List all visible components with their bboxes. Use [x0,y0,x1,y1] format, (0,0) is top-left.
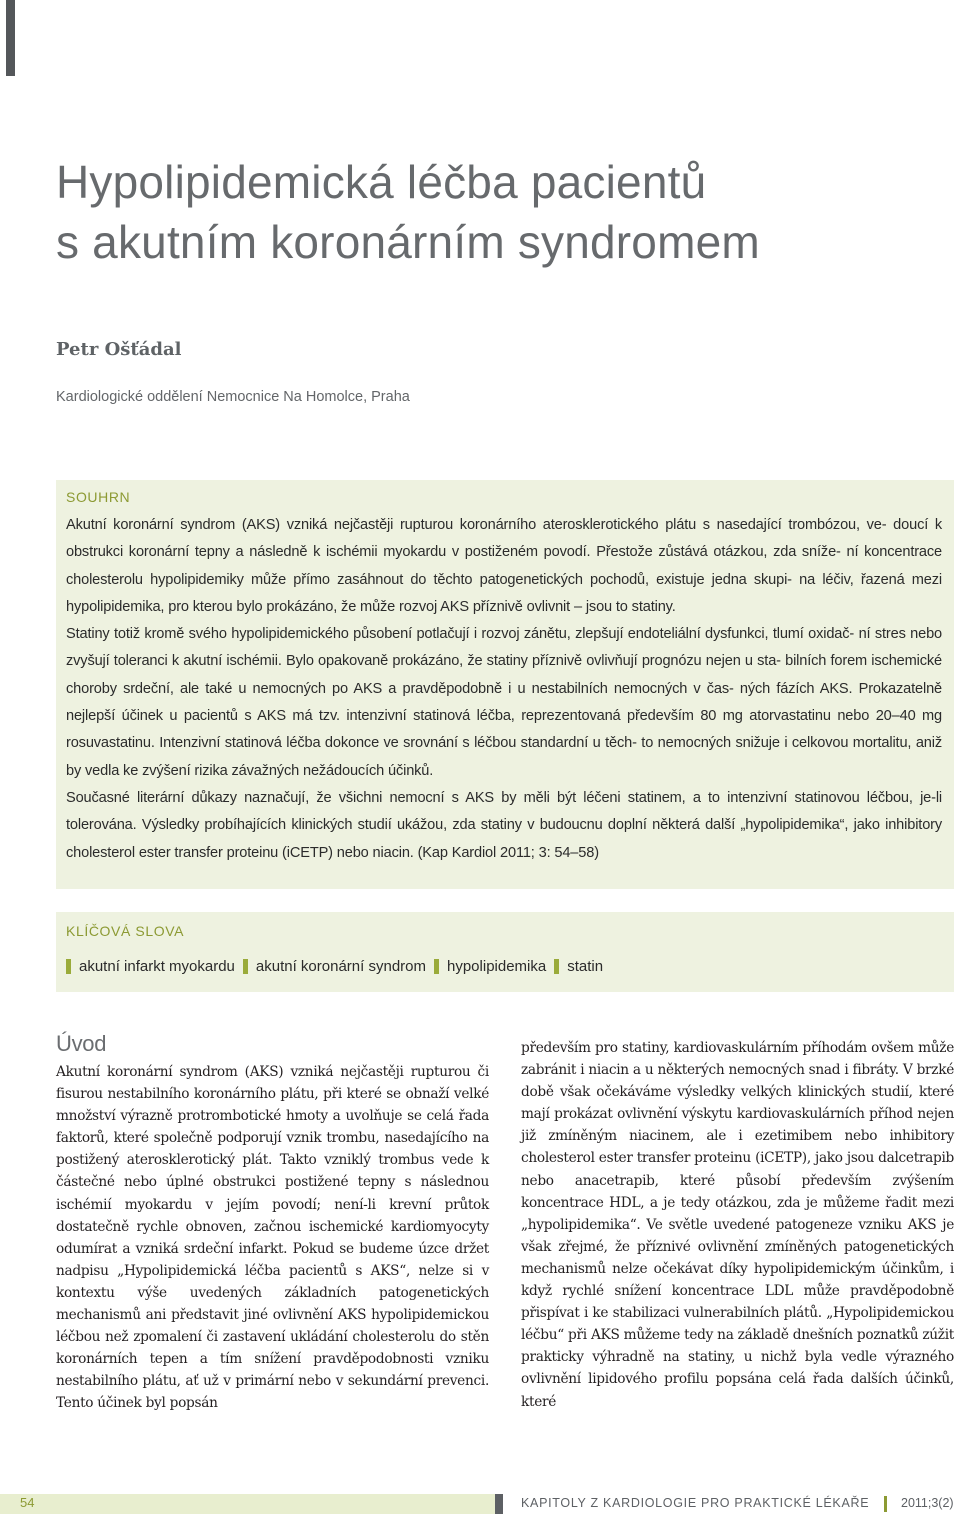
page-footer [0,1494,960,1514]
summary-line: na léčiv, řazená mezi hypolipidemika, pro kterou bylo prokázáno, že může rozvoj AKS příznivě ovlivnit – jsou to statiny. [66,571,943,615]
page-number: 54 [20,1495,35,1510]
keyword-text: hypolipidemika [447,958,547,975]
summary-line: je-li tolerována. Výsledky probíhajících klinických studií ukážou, zda statiny v budoucnu doplní některá další „hypolipidemika“, [66,789,943,834]
keyword-text: akutní infarkt myokardu [79,958,235,975]
journal-name: KAPITOLY Z KARDIOLOGIE PRO PRAKTICKÉ LÉKAŘE [521,1496,870,1510]
keyword-item [554,958,603,975]
author-affiliation: Kardiologické oddělení Nemocnice Na Homolce, Praha [56,389,410,405]
keywords-box [56,912,954,992]
keyword-bullet-icon [434,959,439,974]
section-heading-intro: Úvod [56,1031,107,1056]
keyword-item [66,958,235,975]
intro-paragraph-left: Akutní koronární syndrom (AKS) vzniká nejčastěji rupturou či fisurou nestabilního koronárního plátu, při které se obnaží velké množství výrazně protrombotické hmoty a uvolňuje se celá řada faktorů, které společně podporují vznik trombu, nasedajícího na postižený aterosklerotický plát. Takto vzniklý trombus vede k částečné nebo úplné obstrukci postižené tepny s následnou ischémií myokardu v jejím povodí; není-li krevní průtok dostatečně rychle obnoven, začnou ischemické kardiomyocyty odumírat a vzniká srdeční infarkt. Pokud se budeme úzce držet nadpisu „Hypolipidemická léčba pacientů s AKS“, nelze si v kontextu výše uvedených základních patogenetických mechanismů ani představit jiné ovlivnění AKS hypolipidemickou léčbou než zpomalení či zastavení ukládání cholesterolu do stěn koronárních tepen a tím snížení pravděpodobnosti vzniku nestabilního plátu, ať už v primární nebo v sekundární prevenci. Tento účinek byl popsán [56,1064,489,1412]
title-line-1: Hypolipidemická léčba pacientů [56,156,707,208]
corner-decoration-bar [6,0,15,76]
summary-line: 80 mg atorvastatinu nebo 20–40 mg rosuvastatinu. Intenzivní statinová léčba dokonce ve srovnání s léčbou standardní u těch- [66,708,943,752]
summary-line: Akutní koronární syndrom (AKS) vzniká nejčastěji rupturou koronárního aterosklerotického plátu s nasedající trombózou, ve- [66,517,887,533]
keyword-bullet-icon [243,959,248,974]
footer-separator-bar [495,1494,503,1514]
keyword-bullet-icon [554,959,559,974]
journal-separator-bar [884,1496,887,1512]
article-title [56,152,936,272]
footer-accent-band [0,1494,495,1514]
summary-text [66,512,942,867]
keywords-heading: KLÍČOVÁ SLOVA [66,923,185,939]
summary-line: ných fázích AKS. Prokazatelně nejlepší účinek u pacientů s AKS má tzv. intenzivní statinová léčba, reprezentovaná především [66,680,942,725]
keyword-item [434,958,546,975]
body-column-right [521,1037,954,1413]
summary-line: to nemocných snižuje i celkovou mortalitu, aniž by vedla ke zvýšení rizika závažných nežádoucích účinků. [66,735,942,779]
summary-line: jako inhibitory cholesterol ester transfer proteinu (iCETP) nebo niacin. (Kap Kardiol 2011; 3: 54–58) [66,817,943,861]
summary-line: Statiny totiž kromě svého hypolipidemického působení potlačují i rozvoj zánětu, zlepšují endoteliální dysfunkci, tlumí oxidač- [66,626,855,643]
title-line-2: s akutním koronárním syndromem [56,216,760,268]
summary-line: doucí k obstrukci koronární tepny a následně k ischémii myokardu v postiženém povodí. Přestože zůstává otázkou, zda sníže- [66,517,942,561]
keyword-bullet-icon [66,959,71,974]
author-name: Petr Ošťádal [56,339,182,360]
keyword-text: statin [567,958,604,975]
summary-line: Současné literární důkazy naznačují, že všichni nemocní s AKS by měli být léčeni statinem, a to intenzivní statinovou léčbou, [66,789,913,806]
keywords-list [66,958,944,975]
summary-box [56,480,954,889]
intro-paragraph-right: především pro statiny, kardiovaskulárním příhodám ovšem může zabránit i niacin a u některých nemocných snad i fibráty. V brzké době však očekáváme výsledky velkých klinických studií, které mají prokázat ovlivnění výskytu kardiovaskulárních příhod nejen již zmíněným niacinem, ale i ezetimibem nebo inhibitory cholesterol ester transfer proteinu (iCETP), jako jsou dalcetrapib nebo anacetrapib, které působí především zvýšením koncentrace HDL, a je tedy otázkou, zda je můžeme řadit mezi „hypolipidemika“. Ve světle uvedené patogeneze vzniku AKS je však zřejmé, že příznivé ovlivnění zmíněných patogenetických mechanismů nelze očekávat díky hypolipidemickým účinkům, i když rychlé snížení koncentrace LDL může pravděpodobně přispívat i ke stabilizaci vulnerabilních plátů. „Hypolipidemickou léčbu“ při AKS můžeme tedy na základě dnešních poznatků zúžit prakticky výhradně na statiny, u nichž byla vedle výrazného ovlivnění lipidového profilu popsána celá řada dalších účinků, které [521,1040,954,1410]
body-column-left [56,1030,489,1415]
summary-line: ní koncentrace cholesterolu hypolipidemiky může přímo zasáhnout do těchto patogenetických pochodů, existuje jedna skupi- [66,544,943,588]
summary-heading: SOUHRN [66,489,131,505]
summary-line: bilních forem ischemické choroby srdeční, ale také u nemocných po AKS a pravděpodobně i u nestabilních nemocných v čas- [66,653,942,697]
keyword-text: akutní koronární syndrom [255,958,426,975]
summary-line: ní stres nebo zvyšují toleranci k akutní ischémii. Bylo opakovaně prokázáno, že statiny příznivě ovlivňují prognózu nejen u sta- [66,626,943,670]
keyword-item [243,958,426,975]
journal-issue: 2011;3(2) [901,1496,954,1510]
